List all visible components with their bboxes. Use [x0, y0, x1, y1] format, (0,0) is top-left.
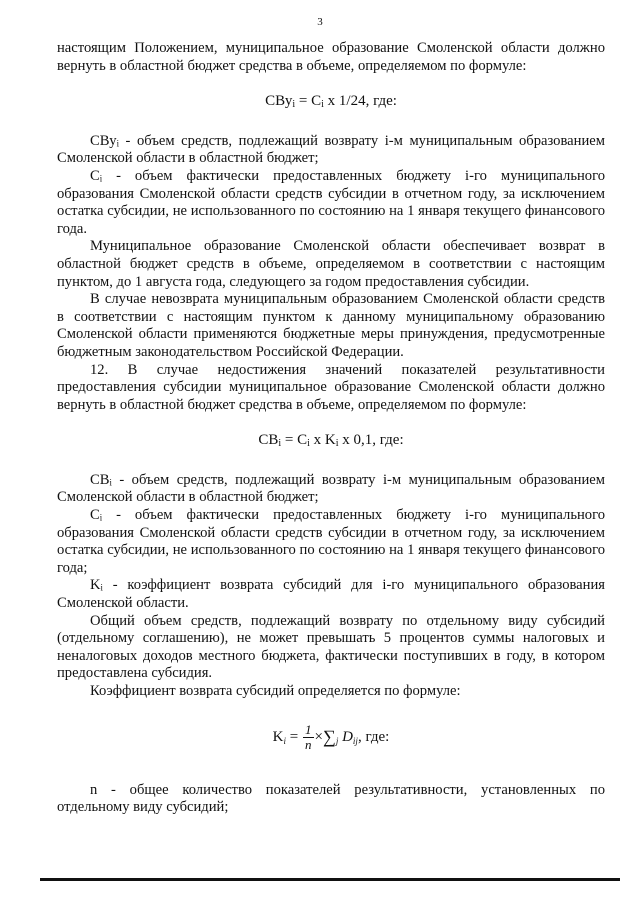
page-bottom-rule — [40, 878, 620, 881]
definition-ki: Kᵢ - коэффициент возврата субсидий для i-го муниципального образования Смоленской области. — [57, 577, 605, 612]
formula-cv-left: СВ — [258, 432, 279, 449]
formula-cvy-mid: = С — [295, 93, 322, 110]
formula-ki-right: , где: — [357, 728, 390, 745]
formula-ki-eq: = — [286, 728, 302, 745]
formula-cv-sub2: i — [307, 438, 310, 450]
definition-ci-2: Сᵢ - объем фактически предоставленных бюджету i-го муниципального образования Смоленской области средств субсидии в отчетном году, за исключением остатка субсидии, не использованного по состоянию на 1 января текущего финансового года; — [57, 507, 605, 576]
formula-ki — [57, 723, 605, 752]
formula-cv-right: х 0,1, где: — [338, 432, 404, 449]
fraction-denominator: n — [305, 736, 312, 752]
formula-cv-mid2: х K — [309, 432, 336, 449]
paragraph-total: Общий объем средств, подлежащий возврату по отдельному виду субсидий (отдельному соглашению), не может превышать 5 процентов суммы налоговых и неналоговых доходов местного бюджета, фактически поступивших в году, в котором предоставлена субсидия. — [57, 612, 605, 682]
formula-cv-sub: i — [278, 438, 282, 450]
page-number: 3 — [317, 16, 323, 28]
sum-symbol: ∑ — [322, 726, 336, 747]
sum-subscript: j — [335, 735, 339, 746]
definition-cvy: СВуᵢ - объем средств, подлежащий возврату i-м муниципальным образованием Смоленской области в областной бюджет; — [57, 132, 605, 167]
formula-cv-mid: = С — [281, 432, 308, 449]
formula-cvy-sub2: i — [321, 99, 324, 111]
paragraph-return: Муниципальное образование Смоленской области обеспечивает возврат в областной бюджет средств в объеме, определяемом в соответствии с настоящим пунктом, до 1 августа года, следующего за годом предоставления субсидии. — [57, 238, 605, 290]
formula-cvy-left: СВу — [265, 93, 293, 110]
paragraph-intro: настоящим Положением, муниципальное образование Смоленской области должно вернуть в областной бюджет средства в объеме, определяемом по формуле: — [57, 40, 605, 74]
definition-cv: СВᵢ - объем средств, подлежащий возврату i-м муниципальным образованием Смоленской области в областной бюджет; — [57, 471, 605, 506]
fraction-numerator: 1 — [305, 721, 312, 737]
paragraph-12: 12. В случае недостижения значений показателей результативности предоставления субсидии муниципальное образование Смоленской области должно вернуть в областной бюджет средства в объеме, определяемом по формуле: — [57, 361, 605, 413]
formula-cv — [57, 432, 605, 450]
document-body — [57, 40, 605, 817]
formula-cv-sub3: i — [335, 438, 339, 450]
formula-cvy-right: х 1/24, где: — [323, 93, 397, 110]
formula-cvy-sub: i — [292, 99, 296, 111]
definition-n: n - общее количество показателей результативности, установленных по отдельному виду субсидий; — [57, 781, 605, 816]
definition-ci-1: Сᵢ - объем фактически предоставленных бюджету i-го муниципального образования Смоленской области средств субсидии в отчетном году, за исключением остатка субсидии, не использованного по состоянию на 1 января текущего финансового года. — [57, 167, 605, 237]
formula-ki-times: × — [314, 728, 323, 745]
formula-ki-sub: i — [283, 735, 287, 746]
formula-cvy — [57, 93, 605, 111]
formula-ki-d: D — [342, 728, 353, 745]
formula-ki-left: K — [272, 728, 284, 745]
formula-ki-fraction — [303, 723, 314, 752]
paragraph-coefficient: Коэффициент возврата субсидий определяется по формуле: — [90, 683, 461, 699]
formula-ki-d-sub: ij — [352, 735, 358, 746]
paragraph-nonreturn: В случае невозврата муниципальным образованием Смоленской области средств в соответствии с настоящим пунктом к данному муниципальному образованию Смоленской области применяются бюджетные меры принуждения, предусмотренные бюджетным законодательством Российской Федерации. — [57, 291, 605, 360]
